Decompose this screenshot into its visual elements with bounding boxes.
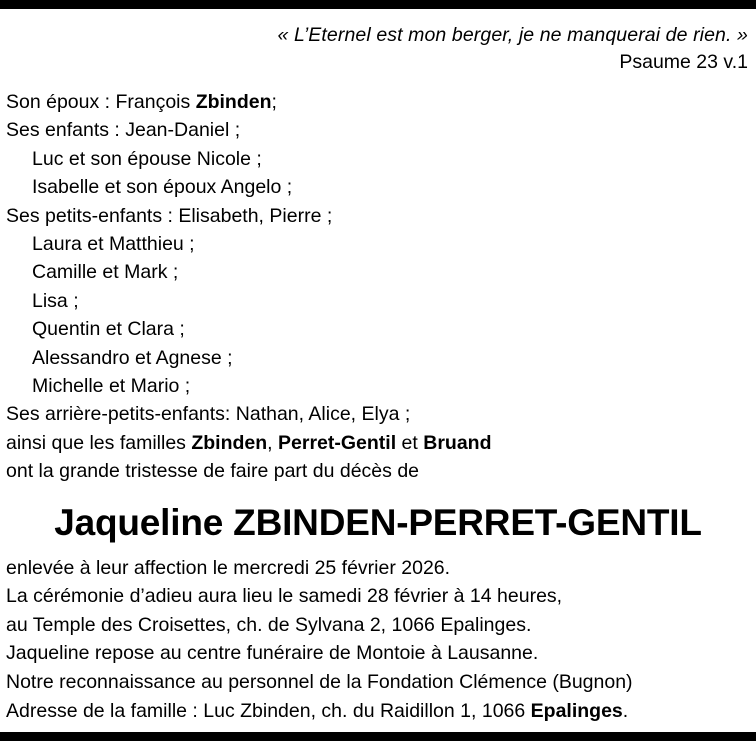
- family-list: [6, 88, 750, 486]
- family-name-zbinden: Zbinden: [191, 431, 268, 454]
- families-line: [6, 429, 750, 457]
- notice-content: [0, 23, 756, 725]
- address-line: [6, 697, 750, 726]
- closing-line: Jaqueline repose au centre funéraire de Montoie à Lausanne.: [6, 642, 539, 665]
- family-line: Michelle et Mario ;: [32, 374, 191, 397]
- families-separator: et: [396, 431, 424, 454]
- family-line: Quentin et Clara ;: [32, 318, 185, 341]
- bottom-divider: [0, 732, 756, 741]
- address-prefix: Adresse de la famille : Luc Zbinden, ch. du Raidillon 1, 1066: [6, 699, 531, 722]
- epigraph-quote: « L’Eternel est mon berger, je ne manquerai de rien. »: [277, 24, 748, 46]
- top-divider: [0, 0, 756, 9]
- family-line: Laura et Matthieu ;: [32, 232, 195, 255]
- closing-line: enlevée à leur affection le mercredi 25 février 2026.: [6, 556, 451, 579]
- closing-line: Notre reconnaissance au personnel de la Fondation Clémence (Bugnon): [6, 670, 633, 693]
- address-city: Epalinges: [530, 699, 623, 722]
- family-name-perret-gentil: Perret-Gentil: [278, 431, 397, 454]
- family-line: Alessandro et Agnese ;: [32, 346, 233, 369]
- epigraph-reference: Psaume 23 v.1: [619, 50, 748, 73]
- family-line: Ses arrière-petits-enfants: Nathan, Alice, Elya ;: [6, 403, 411, 426]
- family-line-text: Son époux : François: [6, 90, 196, 113]
- family-line: Isabelle et son époux Angelo ;: [32, 176, 293, 199]
- closing-line: La cérémonie d’adieu aura lieu le samedi 28 février à 14 heures,: [6, 585, 563, 608]
- announcement-line: ont la grande tristesse de faire part du décès de: [6, 460, 420, 483]
- family-name-bruand: Bruand: [423, 431, 492, 454]
- family-line: Camille et Mark ;: [32, 261, 179, 284]
- family-line: Ses enfants : Jean-Daniel ;: [6, 119, 241, 142]
- families-prefix: ainsi que les familles: [6, 431, 192, 454]
- family-line-bold: Zbinden: [195, 90, 272, 113]
- family-line: [6, 88, 750, 116]
- closing-block: [6, 554, 750, 726]
- family-line: Lisa ;: [32, 289, 79, 312]
- family-line: Ses petits-enfants : Elisabeth, Pierre ;: [6, 204, 333, 227]
- families-separator: ,: [267, 431, 279, 454]
- closing-line: au Temple des Croisettes, ch. de Sylvana 2, 1066 Epalinges.: [6, 613, 532, 636]
- address-suffix: .: [622, 699, 629, 722]
- family-line-after: ;: [271, 90, 277, 113]
- family-line: Luc et son épouse Nicole ;: [32, 147, 262, 170]
- deceased-name: Jaqueline ZBINDEN-PERRET-GENTIL: [54, 501, 702, 543]
